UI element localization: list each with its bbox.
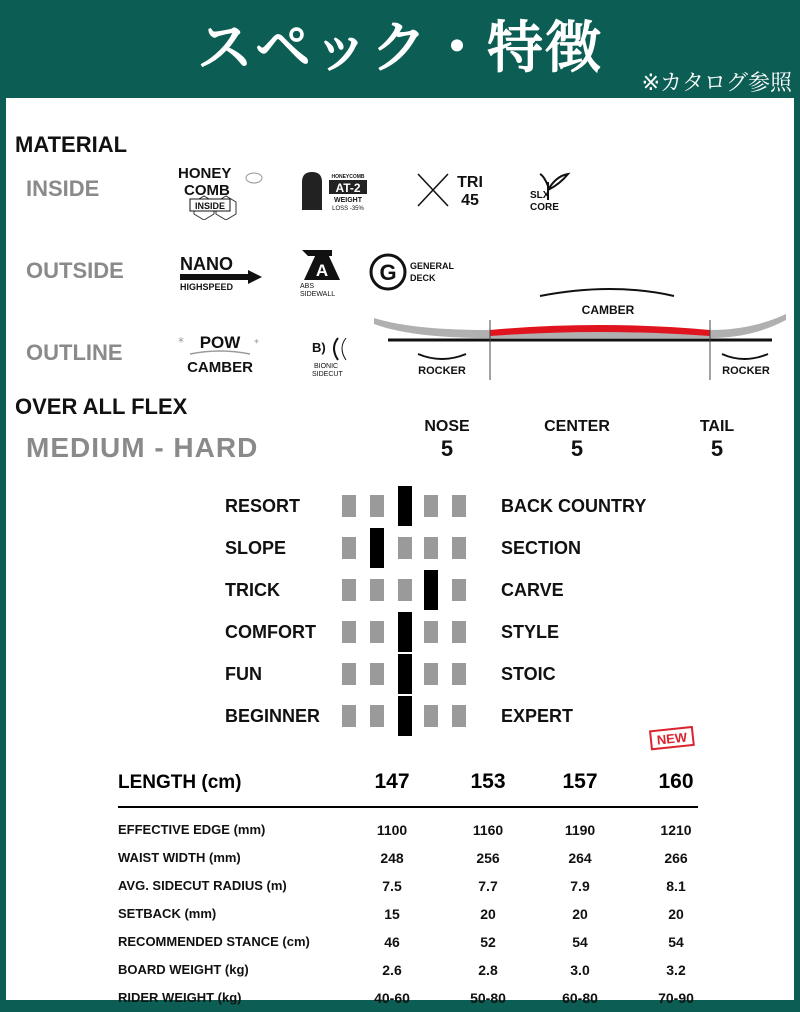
svg-text:ABS: ABS <box>300 283 315 290</box>
scale-marker <box>424 663 438 685</box>
scale-marker <box>398 537 412 559</box>
scale-marker <box>342 705 356 727</box>
svg-text:*: * <box>254 338 259 349</box>
spec-cell: 1100 <box>376 822 408 838</box>
scale-right-label: CARVE <box>501 580 564 600</box>
scale-marker <box>342 621 356 643</box>
svg-text:CORE: CORE <box>530 202 559 212</box>
spec-cell: 2.6 <box>382 962 402 978</box>
scale-row <box>6 490 794 522</box>
scale-row <box>6 658 794 690</box>
inside-label: INSIDE <box>26 176 100 201</box>
new-badge <box>648 726 698 752</box>
svg-text:POW: POW <box>199 333 241 352</box>
spec-cell: 1210 <box>660 822 692 838</box>
scale-row <box>6 574 794 606</box>
scale-marker <box>370 495 384 517</box>
scale-marker <box>424 621 438 643</box>
spec-cell: 2.8 <box>478 962 498 978</box>
scale-marker <box>342 495 356 517</box>
outside-label: OUTSIDE <box>26 258 124 283</box>
scale-marker <box>370 705 384 727</box>
svg-text:BIONIC: BIONIC <box>314 363 339 370</box>
svg-text:LOSS -35%: LOSS -35% <box>332 206 364 212</box>
at2-weight-icon <box>298 170 378 214</box>
spec-cell: 15 <box>384 906 400 922</box>
spec-cell: 40-60 <box>374 990 410 1006</box>
spec-cell: 7.9 <box>570 878 590 894</box>
spec-row <box>118 956 698 984</box>
spec-cell: 46 <box>384 934 400 950</box>
spec-row-label: WAIST WIDTH (mm) <box>118 850 241 865</box>
scale-marker-selected <box>370 528 384 568</box>
spec-row-label: SETBACK (mm) <box>118 906 217 921</box>
rocker-left-label: ROCKER <box>418 365 466 377</box>
svg-text:NANO: NANO <box>180 254 233 274</box>
scale-marker <box>452 537 466 559</box>
svg-text:G: G <box>379 260 397 285</box>
scale-left-label: SLOPE <box>225 538 287 558</box>
scale-marker <box>370 621 384 643</box>
spec-cell: 256 <box>476 850 500 866</box>
spec-cell: 1190 <box>564 822 596 838</box>
page-header <box>0 0 800 100</box>
rocker-right-label: ROCKER <box>722 365 770 377</box>
scale-marker <box>452 579 466 601</box>
spec-cell: 20 <box>572 906 588 922</box>
svg-text:NEW: NEW <box>656 729 688 748</box>
spec-row <box>118 844 698 872</box>
scale-marker <box>398 579 412 601</box>
scale-marker <box>424 705 438 727</box>
flex-zone-center: CENTER 5 <box>544 418 610 461</box>
spec-cell: 7.7 <box>478 878 498 894</box>
honeycomb-inside-icon <box>176 162 266 220</box>
svg-text:WEIGHT: WEIGHT <box>334 197 362 204</box>
length-label: LENGTH (cm) <box>118 772 242 793</box>
length-160: 160 <box>658 770 694 793</box>
scale-marker <box>424 495 438 517</box>
spec-cell: 264 <box>568 850 592 866</box>
scale-marker-selected <box>398 612 412 652</box>
scale-right-label: BACK COUNTRY <box>501 496 647 516</box>
svg-text:DECK: DECK <box>410 273 436 283</box>
svg-text:A: A <box>315 261 329 280</box>
flex-zone-tail: TAIL 5 <box>699 418 735 461</box>
spec-cell: 70-90 <box>658 990 694 1006</box>
bionic-sidecut-icon <box>308 332 360 378</box>
spec-row-label: EFFECTIVE EDGE (mm) <box>118 822 266 837</box>
spec-cell: 60-80 <box>562 990 598 1006</box>
spec-cell: 3.2 <box>666 962 686 978</box>
scale-marker <box>370 663 384 685</box>
spec-cell: 20 <box>668 906 684 922</box>
scale-left-label: COMFORT <box>225 622 316 642</box>
pow-camber-icon <box>176 328 266 378</box>
spec-cell: 7.5 <box>382 878 402 894</box>
honeycomb-line2: COMB <box>184 182 230 199</box>
spec-row-label: RIDER WEIGHT (kg) <box>118 990 242 1005</box>
spec-cell: 54 <box>572 934 588 950</box>
scale-marker <box>424 537 438 559</box>
svg-text:AT-2: AT-2 <box>335 181 361 195</box>
spec-cell: 266 <box>664 850 688 866</box>
scale-marker <box>342 579 356 601</box>
scale-row <box>6 616 794 648</box>
spec-panel <box>6 98 794 1006</box>
svg-text:HONEYCOMB: HONEYCOMB <box>331 174 365 180</box>
svg-text:SIDEWALL: SIDEWALL <box>300 291 336 298</box>
svg-text:SIDECUT: SIDECUT <box>312 371 343 378</box>
svg-text:TRI: TRI <box>457 174 483 191</box>
flex-heading: OVER ALL FLEX <box>15 394 188 419</box>
spec-table <box>118 766 698 1012</box>
spec-row <box>118 872 698 900</box>
board-profile-diagram <box>372 268 788 380</box>
spec-cell: 248 <box>380 850 404 866</box>
nano-highspeed-icon <box>178 252 268 292</box>
abs-sidewall-icon <box>296 246 346 298</box>
scale-marker-selected <box>424 570 438 610</box>
spec-cell: 52 <box>480 934 496 950</box>
honeycomb-line3: INSIDE <box>194 201 226 211</box>
scale-marker-selected <box>398 696 412 736</box>
spec-row <box>118 984 698 1012</box>
scale-right-label: STOIC <box>501 664 556 684</box>
spec-cell: 1160 <box>472 822 504 838</box>
svg-text:HIGHSPEED: HIGHSPEED <box>180 282 234 292</box>
spec-header-row <box>118 766 698 808</box>
scale-left-label: FUN <box>225 664 262 684</box>
svg-text:B): B) <box>312 340 326 355</box>
spec-row-label: AVG. SIDECUT RADIUS (m) <box>118 878 287 893</box>
flex-zone-nose: NOSE 5 <box>424 418 470 461</box>
scale-marker <box>342 537 356 559</box>
spec-cell: 20 <box>480 906 496 922</box>
scale-marker <box>370 579 384 601</box>
scale-marker-selected <box>398 654 412 694</box>
spec-row <box>118 900 698 928</box>
scale-marker <box>452 495 466 517</box>
scale-right-label: STYLE <box>501 622 560 642</box>
slx-core-icon <box>526 170 586 212</box>
honeycomb-line1: HONEY <box>178 165 232 182</box>
svg-text:GENERAL: GENERAL <box>410 261 455 271</box>
spec-cell: 50-80 <box>470 990 506 1006</box>
scale-right-label: EXPERT <box>501 706 574 726</box>
spec-row <box>118 816 698 844</box>
flex-value: MEDIUM - HARD <box>26 432 259 463</box>
scale-marker-selected <box>398 486 412 526</box>
scale-marker <box>452 705 466 727</box>
scale-row <box>6 532 794 564</box>
scale-left-label: RESORT <box>225 496 301 516</box>
scale-left-label: TRICK <box>225 580 280 600</box>
svg-text:45: 45 <box>461 192 479 209</box>
spec-row-label: RECOMMENDED STANCE (cm) <box>118 934 310 949</box>
spec-cell: 8.1 <box>666 878 686 894</box>
scale-right-label: SECTION <box>501 538 582 558</box>
svg-text:CAMBER: CAMBER <box>187 359 253 376</box>
spec-cell: 54 <box>668 934 684 950</box>
scale-marker <box>342 663 356 685</box>
spec-cell: 3.0 <box>570 962 590 978</box>
length-153: 153 <box>470 770 506 793</box>
scale-marker <box>452 663 466 685</box>
svg-text:SLX: SLX <box>530 190 550 201</box>
scale-left-label: BEGINNER <box>225 706 321 726</box>
material-heading: MATERIAL <box>15 132 128 157</box>
catalog-note: ※カタログ参照 <box>641 71 792 96</box>
svg-text:*: * <box>178 335 184 349</box>
tri45-icon <box>416 170 496 210</box>
camber-profile-label: CAMBER <box>581 303 635 317</box>
scale-marker <box>452 621 466 643</box>
spec-row <box>118 928 698 956</box>
outline-label: OUTLINE <box>26 340 123 365</box>
length-147: 147 <box>374 770 410 793</box>
length-157: 157 <box>562 770 598 793</box>
spec-row-label: BOARD WEIGHT (kg) <box>118 962 249 977</box>
page-title: スペック・特徴 <box>197 16 603 81</box>
